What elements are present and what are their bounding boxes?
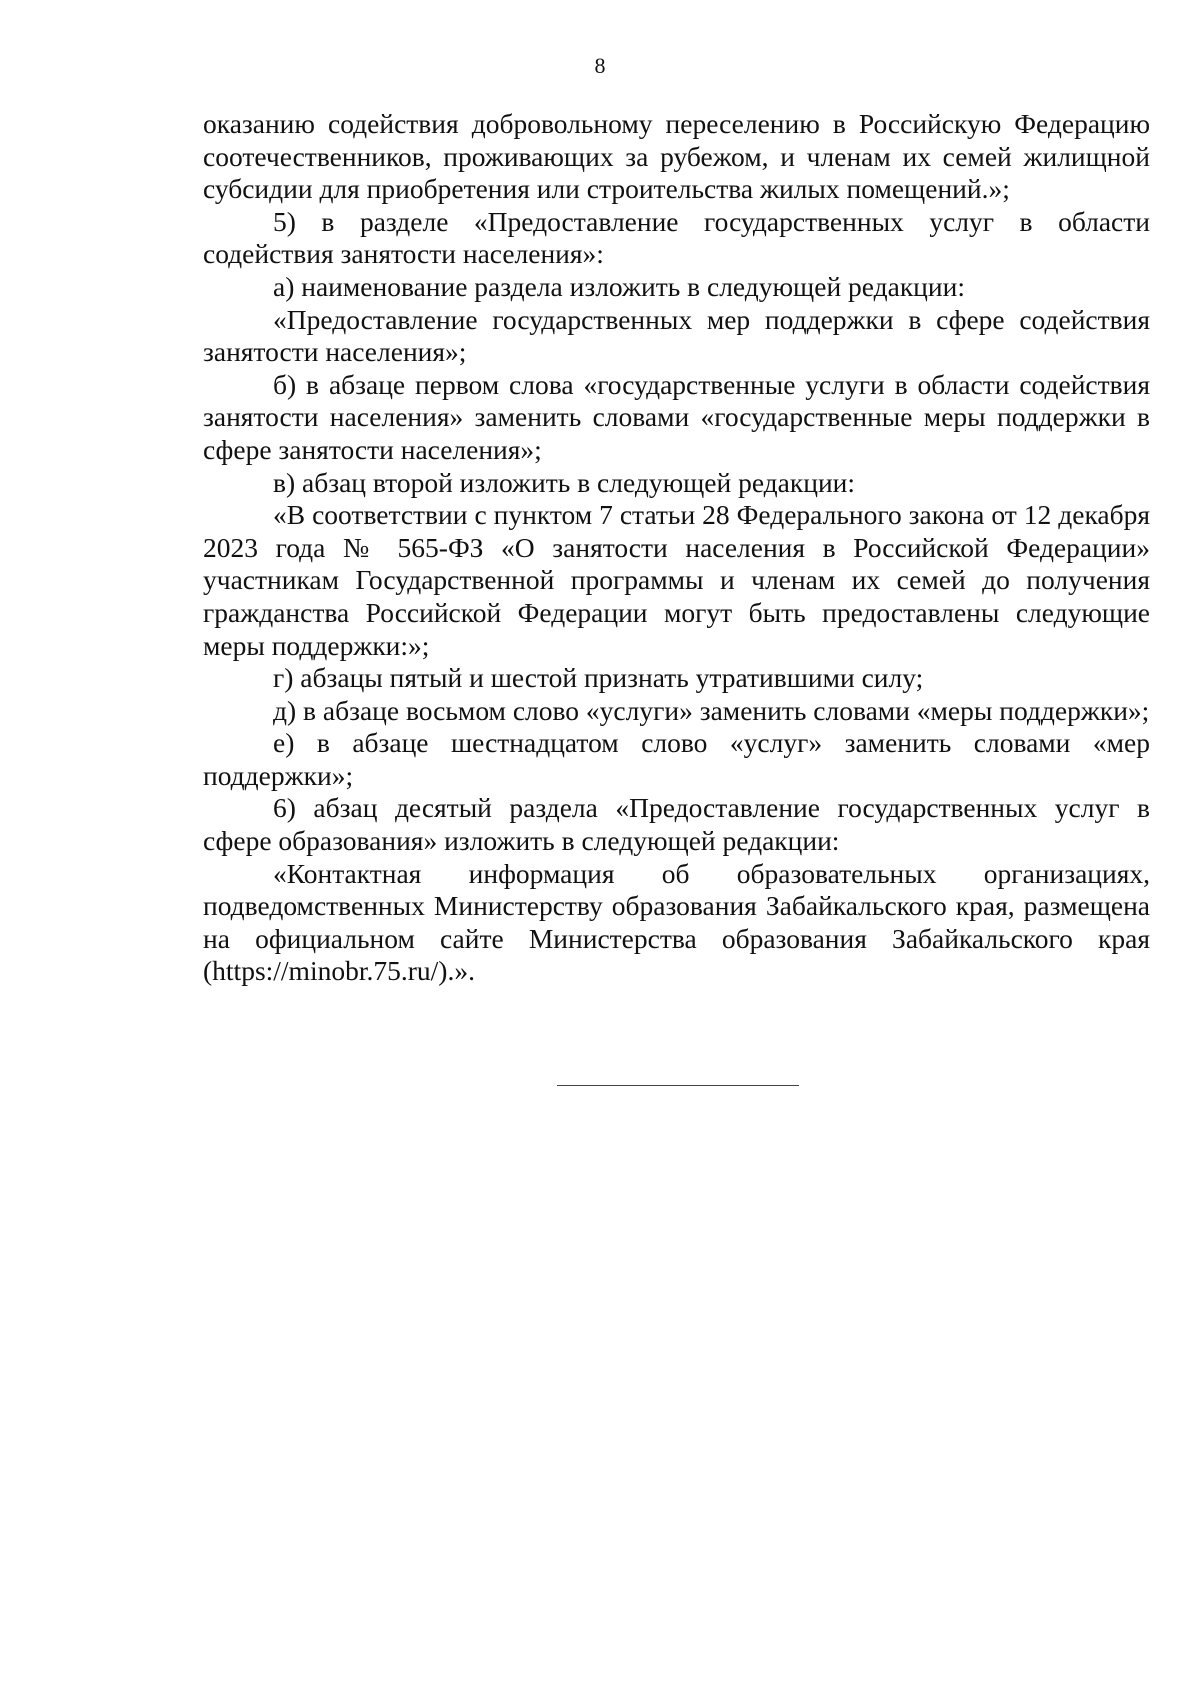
paragraph-quote-section-title: «Предоставление государственных мер поддержки в сфере содействия занятости населения»; — [203, 303, 1150, 368]
closing-divider — [557, 1085, 799, 1086]
paragraph-subitem-g: г) абзацы пятый и шестой признать утратившими силу; — [273, 662, 924, 694]
paragraph-subitem-a: а) наименование раздела изложить в следующей редакции: — [273, 270, 965, 302]
paragraph-item-6: 6) абзац десятый раздела «Предоставление государственных услуг в сфере образования» изложить в следующей редакции: — [203, 792, 1150, 857]
document-body — [203, 108, 1150, 988]
page-number: 8 — [594, 53, 606, 78]
paragraph-quote-contacts: «Контактная информация об образовательных организациях, подведомственных Министерству образования Забайкальского края, размещена на официальном сайте Министерства образования Забайкальского края (https://minobr.75.ru/).». — [203, 857, 1150, 987]
paragraph-continuation: оказанию содействия добровольному переселению в Российскую Федерацию соотечественников, проживающих за рубежом, и членам их семей жилищной субсидии для приобретения или строительства жилых помещений.»; — [203, 108, 1150, 205]
paragraph-subitem-v: в) абзац второй изложить в следующей редакции: — [273, 466, 856, 498]
paragraph-subitem-d: д) в абзаце восьмом слово «услуги» заменить словами «меры поддержки»; — [273, 694, 1150, 726]
paragraph-quote-law: «В соответствии с пунктом 7 статьи 28 Федерального закона от 12 декабря 2023 года № 565-ФЗ «О занятости населения в Российской Федерации» участникам Государственной программы и членам их семей до получения гражданства Российской Федерации могут быть предоставлены следующие меры поддержки:»; — [203, 499, 1150, 661]
paragraph-subitem-b: б) в абзаце первом слова «государственные услуги в области содействия занятости населения» заменить словами «государственные меры поддержки в сфере занятости населения»; — [203, 368, 1150, 465]
paragraph-subitem-e: е) в абзаце шестнадцатом слово «услуг» заменить словами «мер поддержки»; — [203, 727, 1150, 791]
paragraph-item-5: 5) в разделе «Предоставление государственных услуг в области содействия занятости населения»: — [203, 205, 1150, 270]
